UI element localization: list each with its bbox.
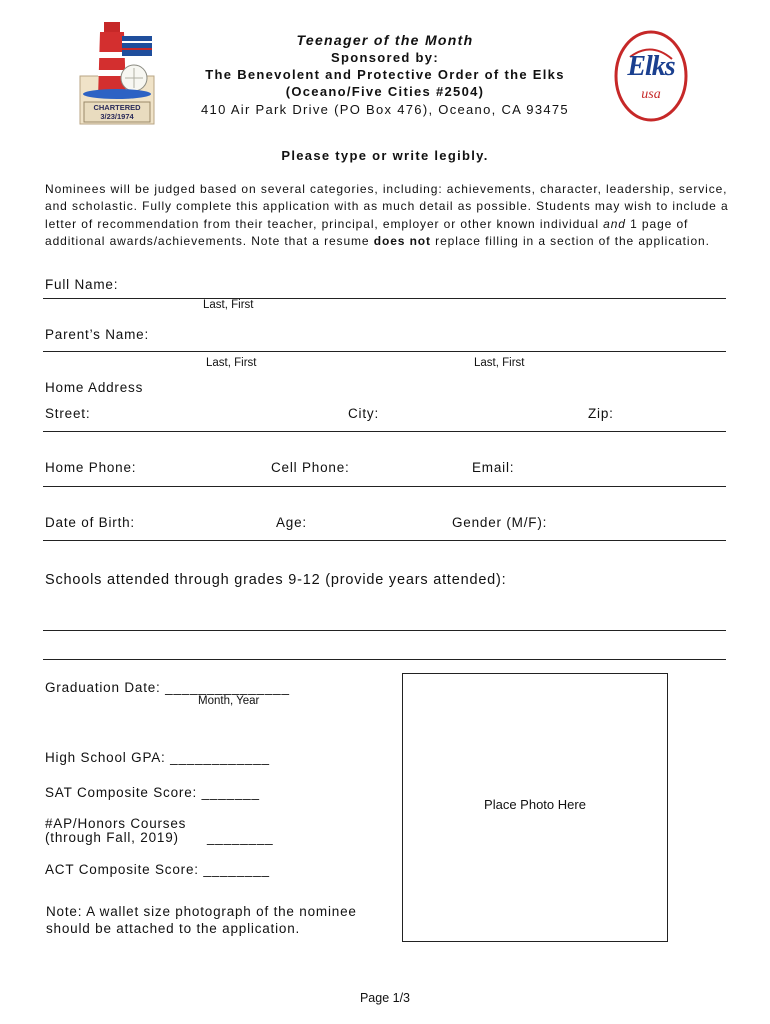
form-title: Teenager of the Month [296, 32, 474, 48]
logo-chartered-date: 3/23/1974 [100, 112, 134, 121]
elks-logo-usa: usa [641, 87, 661, 102]
full-name-line[interactable] [43, 298, 726, 299]
full-name-sublabel: Last, First [203, 299, 254, 311]
home-phone-label: Home Phone: [45, 460, 137, 475]
org-name: The Benevolent and Protective Order of the Elks [205, 67, 565, 82]
phone-line[interactable] [43, 486, 726, 487]
zip-label: Zip: [588, 406, 614, 421]
intro-part-2: 1 page of additional awards/achievements. Note that a resume [45, 216, 689, 248]
dob-line[interactable] [43, 540, 726, 541]
schools-line-2[interactable] [43, 659, 726, 660]
graduation-date-sublabel: Month, Year [198, 695, 260, 707]
intro-and: and [603, 216, 626, 231]
photo-box-label: Place Photo Here [484, 797, 586, 812]
elks-logo-text: Elks [627, 51, 675, 82]
sponsored-by: Sponsored by: [331, 50, 439, 65]
org-address: 410 Air Park Drive (PO Box 476), Oceano, CA 93475 [201, 102, 569, 117]
parents-name-line[interactable] [43, 351, 726, 352]
photo-note-line2: should be attached to the application. [46, 921, 301, 936]
street-label: Street: [45, 406, 91, 421]
full-name-label: Full Name: [45, 277, 119, 292]
address-line[interactable] [43, 431, 726, 432]
schools-line-1[interactable] [43, 630, 726, 631]
ap-label-line1: #AP/Honors Courses [45, 816, 187, 831]
email-label: Email: [472, 460, 515, 475]
ap-label-line2: (through Fall, 2019) [45, 830, 179, 845]
cell-phone-label: Cell Phone: [271, 460, 350, 475]
photo-box[interactable] [402, 673, 668, 942]
parent2-sublabel: Last, First [474, 357, 525, 369]
sat-label: SAT Composite Score: _______ [45, 785, 260, 800]
lodge-name: (Oceano/Five Cities #2504) [285, 84, 485, 99]
gender-label: Gender (M/F): [452, 515, 548, 530]
ap-blank[interactable]: ________ [207, 830, 274, 845]
graduation-date-label: Graduation Date: _______________ [45, 680, 290, 695]
act-label: ACT Composite Score: ________ [45, 862, 270, 877]
intro-paragraph [45, 181, 735, 250]
schools-label: Schools attended through grades 9-12 (provide years attended): [45, 572, 507, 588]
intro-does-not: does not [373, 233, 431, 248]
home-address-label: Home Address [45, 380, 144, 395]
intro-part-3: replace filling in a section of the application. [430, 233, 710, 248]
gpa-label: High School GPA: ____________ [45, 750, 270, 765]
instruction-text: Please type or write legibly. [281, 148, 489, 163]
logo-chartered-text: CHARTERED [93, 103, 141, 112]
dob-label: Date of Birth: [45, 515, 135, 530]
parent1-sublabel: Last, First [206, 357, 257, 369]
page-number: Page 1/3 [359, 991, 411, 1005]
photo-note-line1: Note: A wallet size photograph of the nominee [46, 904, 357, 919]
parents-name-label: Parent’s Name: [45, 327, 149, 342]
city-label: City: [348, 406, 379, 421]
age-label: Age: [276, 515, 307, 530]
intro-part-1: Nominees will be judged based on several categories, including: achievements, character, leadership, service, and scholastic. Fully complete this application with as much detail as possible. Students may wish to include a letter of recommendation from their teacher, principal, employer or other known individual [45, 182, 729, 231]
